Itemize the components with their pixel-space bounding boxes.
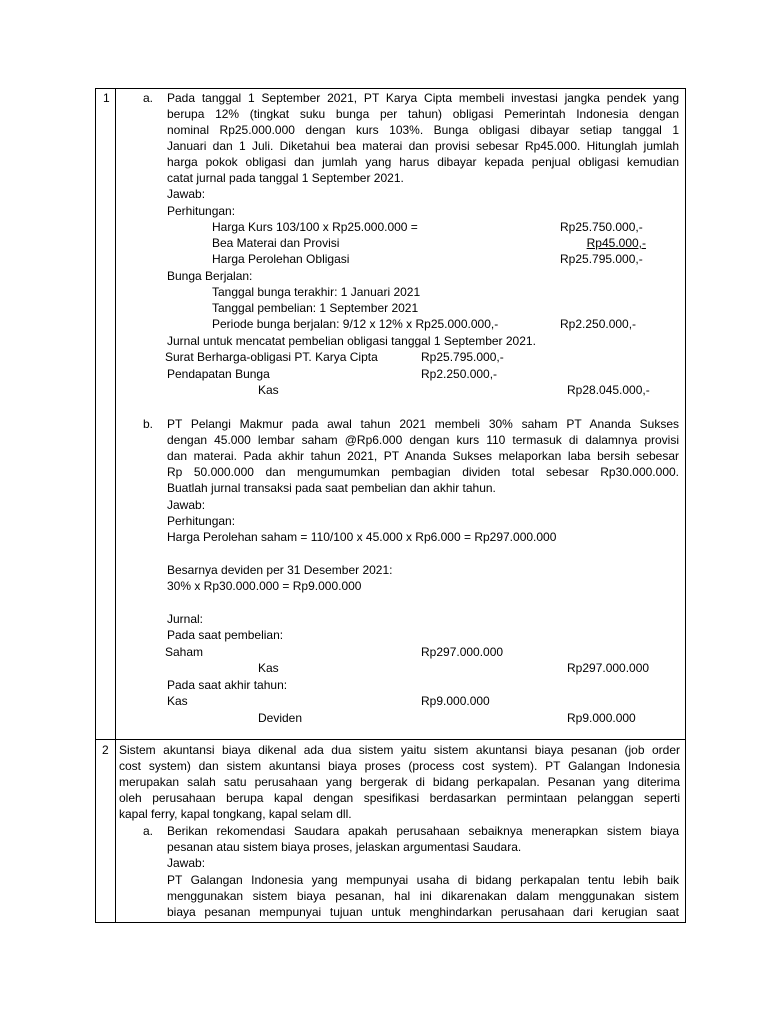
row-number-1: 1 — [103, 91, 110, 105]
jurnal-account: Kas — [258, 661, 279, 675]
q2a-line-1: Berikan rekomendasi Saudara apakah perusahaan sebaiknya menerapkan sistem biaya — [167, 824, 679, 838]
q1b-perhitungan: Perhitungan: — [167, 514, 236, 528]
q2a-answer-line-2: menggunakan sistem biaya pesanan, hal ini dikarenakan dalam menggunakan sistem — [167, 889, 679, 903]
jurnal-account: Surat Berharga-obligasi PT. Karya Cipta — [165, 350, 378, 364]
q1a-line-5: harga pokok obligasi dan jumlah yang harus dibayar kepada penjual obligasi kemudian — [167, 155, 679, 169]
q1b-line-3: dan materai. Pada akhir tahun 2021, PT Ananda Sukses melaporkan laba bersih sebesar — [167, 449, 679, 463]
table-column-divider — [115, 88, 116, 923]
q2a-line-2: pesanan atau sistem biaya proses, jelaskan argumentasi Saudara. — [167, 840, 522, 854]
q2-line-3: merupakan salah satu perusahaan yang bergerak di bidang perkapalan. Pesanan yang diterima — [119, 775, 680, 789]
calc-label: Harga Kurs 103/100 x Rp25.000.000 = — [212, 220, 418, 234]
q2a-answer-line-1: PT Galangan Indonesia yang mempunyai usaha di bidang perkapalan tentu lebih baik — [167, 873, 679, 887]
q2-line-4: oleh perusahaan berupa kapal dengan spesifikasi berdasarkan permintaan pelanggan seperti — [119, 791, 680, 805]
jurnal-debit: Rp297.000.000 — [421, 645, 504, 659]
jurnal-account: Kas — [167, 694, 188, 708]
calc-value: Rp25.750.000,- — [560, 220, 643, 234]
q1b-pembelian-title: Pada saat pembelian: — [167, 628, 284, 642]
q1a-line-3: nominal Rp25.000.000 dengan kurs 103%. Bunga obligasi dibayar setiap tanggal 1 — [167, 123, 679, 137]
q1b-akhir-title: Pada saat akhir tahun: — [167, 678, 288, 692]
q1b-line-1: PT Pelangi Makmur pada awal tahun 2021 membeli 30% saham PT Ananda Sukses — [167, 417, 679, 431]
q1b-deviden-title: Besarnya deviden per 31 Desember 2021: — [167, 563, 393, 577]
q1b-line-4: Rp 50.000.000 dan mengumumkan pembagian dividen total sebesar Rp30.000.000. — [167, 465, 679, 479]
bunga-value: Rp2.250.000,- — [560, 317, 637, 331]
q1a-marker: a. — [143, 91, 154, 105]
bunga-label: Periode bunga berjalan: 9/12 x 12% x Rp25.000.000,- — [212, 317, 499, 331]
jurnal-credit: Rp297.000.000 — [567, 661, 650, 675]
calc-label: Bea Materai dan Provisi — [212, 236, 340, 250]
q1a-jurnal-title: Jurnal untuk mencatat pembelian obligasi tanggal 1 September 2021. — [167, 334, 536, 348]
q2-line-5: kapal ferry, kapal tongkang, kapal selam dll. — [119, 807, 352, 821]
q1a-line-6: catat jurnal pada tanggal 1 September 2021. — [167, 171, 404, 185]
q1a-line-4: Januari dan 1 Juli. Diketahui bea materai dan provisi sebesar Rp45.000. Hitunglah jumlah — [167, 139, 679, 153]
jurnal-credit: Rp28.045.000,- — [567, 383, 650, 397]
q1b-line-2: dengan 45.000 lembar saham @Rp6.000 dengan kurs 110 termasuk di dalamnya provisi — [167, 433, 679, 447]
jurnal-account: Pendapatan Bunga — [167, 367, 270, 381]
jurnal-debit: Rp2.250.000,- — [421, 367, 498, 381]
row-number-2: 2 — [102, 743, 109, 757]
jurnal-credit: Rp9.000.000 — [567, 711, 636, 725]
q2a-marker: a. — [143, 824, 154, 838]
table-row-divider — [95, 739, 686, 740]
q1a-line-2: berupa 12% (tingkat suku bunga per tahun) obligasi Pemerintah Indonesia dengan — [167, 107, 679, 121]
q1b-harga: Harga Perolehan saham = 110/100 x 45.000 x Rp6.000 = Rp297.000.000 — [167, 530, 557, 544]
q2a-jawab: Jawab: — [167, 856, 206, 870]
jurnal-account: Deviden — [258, 711, 303, 725]
jurnal-debit: Rp9.000.000 — [421, 694, 490, 708]
q1a-bunga-title: Bunga Berjalan: — [167, 269, 253, 283]
q1b-line-5: Buatlah jurnal transaksi pada saat pembelian dan akhir tahun. — [167, 481, 496, 495]
jurnal-account: Saham — [165, 645, 204, 659]
q1b-jawab: Jawab: — [167, 498, 206, 512]
calc-value: Rp25.795.000,- — [560, 252, 643, 266]
bunga-label: Tanggal pembelian: 1 September 2021 — [212, 301, 419, 315]
bunga-label: Tanggal bunga terakhir: 1 Januari 2021 — [212, 285, 421, 299]
jurnal-account: Kas — [258, 383, 279, 397]
q1b-marker: b. — [143, 417, 154, 431]
q2-line-2: cost system) dan sistem akuntansi biaya proses (process cost system). PT Galangan Indonesia — [119, 759, 680, 773]
jurnal-debit: Rp25.795.000,- — [421, 350, 504, 364]
calc-label: Harga Perolehan Obligasi — [212, 252, 350, 266]
q1b-jurnal-title: Jurnal: — [167, 612, 204, 626]
q1a-line-1: Pada tanggal 1 September 2021, PT Karya Cipta membeli investasi jangka pendek yang — [167, 91, 679, 105]
q2a-answer-line-3: biaya pesanan mempunyai tujuan untuk menghindarkan perusahaan dari kerugian saat — [167, 905, 679, 919]
q1b-deviden-calc: 30% x Rp30.000.000 = Rp9.000.000 — [167, 579, 362, 593]
calc-value: Rp45.000,- — [586, 236, 646, 250]
q1a-perhitungan: Perhitungan: — [167, 204, 236, 218]
q2-line-1: Sistem akuntansi biaya dikenal ada dua sistem yaitu sistem akuntansi biaya pesanan (job order — [119, 743, 680, 757]
q1a-jawab: Jawab: — [167, 187, 206, 201]
